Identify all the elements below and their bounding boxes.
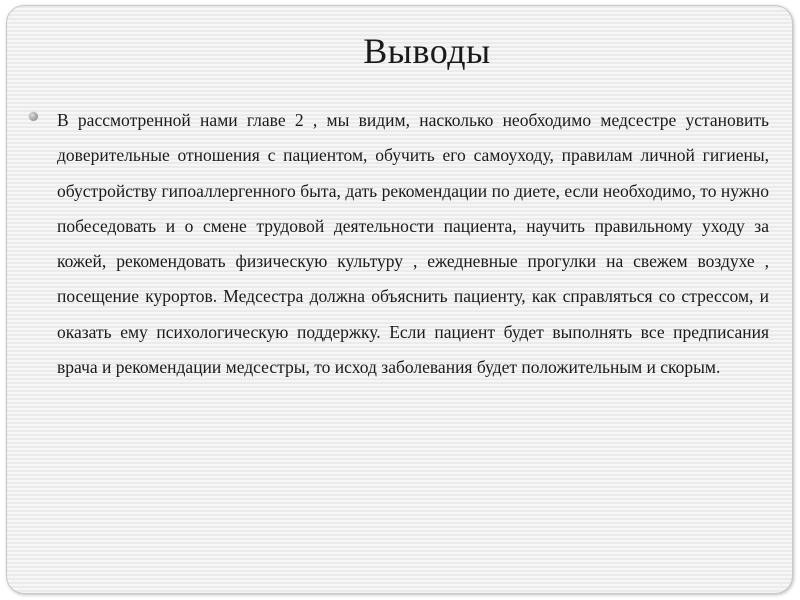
slide-body-text: В рассмотренной нами главе 2 , мы видим, насколько необходимо медсестре установить доверительные отношения с пациентом, обучить его самоуходу, правилам личной гигиены, обустройству гипоаллергенного быта, дать рекомендации по диете, если необходимо, то нужно побеседовать и о смене трудовой деятельности пациента, научить правильному уходу за кожей, рекомендовать физическую культуру , ежедневные прогулки на свежем воздухе , посещение курортов. Медсестра должна объяснить пациенту, как справляться со стрессом, и оказать ему психологическую поддержку. Если пациент будет выполнять все предписания врача и рекомендации медсестры, то исход заболевания будет положительным и скорым. xyxy=(57,110,769,378)
bullet-item xyxy=(29,103,769,385)
slide xyxy=(6,5,793,594)
slide-title: Выводы xyxy=(363,31,491,71)
circle-bullet-icon xyxy=(29,112,38,121)
